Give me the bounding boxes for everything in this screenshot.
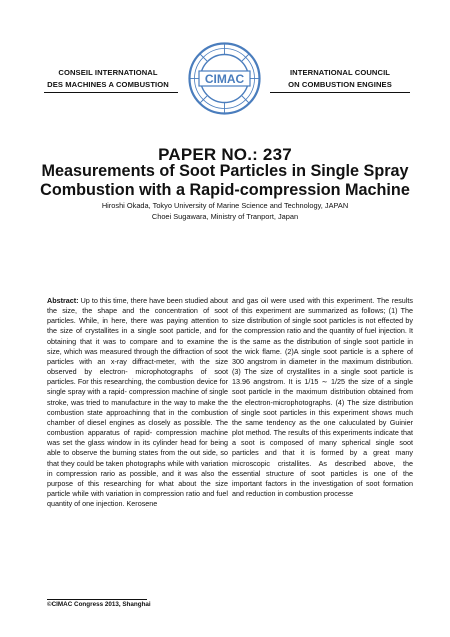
right-org-line1: INTERNATIONAL COUNCIL: [289, 68, 391, 77]
left-org-rule: [44, 92, 178, 93]
right-org-rule: [270, 92, 410, 93]
abstract-column-left: [47, 296, 228, 509]
left-org-line1: CONSEIL INTERNATIONAL: [58, 68, 158, 77]
title-line-1: Measurements of Soot Particles in Single Spray: [41, 162, 409, 180]
footer-copyright: ©CIMAC Congress 2013, Shanghai: [47, 601, 151, 608]
right-org-name: [270, 67, 410, 90]
left-org-line2: DES MACHINES A COMBUSTION: [47, 79, 169, 89]
abstract-text-right: and gas oil were used with this experiment. The results of this experiment are summarized as follows; (1) The size distribution of single soot particles is not effected by the compression ratio and the quantity of fuel injection. It is the same as the distribution of single soot particle in the wick flame. (2)A single soot particle is a sphere of 300 angstrom in diameter in the maximum distribution. (3) The size of crystallites in a single soot particle is 13.96 angstrom. It is 1/15 ∼ 1/25 the size of a single soot particle in the maximum distribution obtained from the electron-microphotographs. (4) The size distribution of single soot particles in this experiment shows much the same tendency as the one caluculated by Guinier plot method. The results of this experiments indicate that a soot is composed of many spherical single soot particles and that it is formed by a great many microscopic cristallites. As described above, the essential structure of soot particles is one of the important factors in the investigation of soot formation and reduction in combustion processe: [232, 296, 413, 498]
title-line-2: Combustion with a Rapid-compression Machine: [40, 180, 410, 199]
author-2: Choei Sugawara, Ministry of Tranport, Japan: [151, 211, 299, 221]
footer-rule: [47, 599, 147, 600]
paper-title: [20, 162, 430, 199]
logo-text: CIMAC: [204, 72, 245, 86]
abstract-label: Abstract:: [47, 296, 79, 305]
author-list: [0, 201, 450, 222]
abstract-column-right: [232, 296, 413, 499]
left-org-name: [38, 67, 178, 90]
abstract-text-left: Up to this time, there have been studied about the size, the shape and the concentration of soot particles. While, in here, there was paying attention to the size of crystallites in a single soot particle, and for obtaining that it was to compare and to examine the size, which was measured through the diffraction of soot particles with an x-ray diffract-meter, with the size observed by electron- microphotographs of soot particles. For this researching, the combustion device for single spray with a rapid- compression machine of single stroke, was tried to manufacture in the way to make the combustion state approachinng that in the combustion chamber of diesel engines as closely as possible. The combustion apparatus of rapid- compression machine was set the glass window in its cylinder head for being able to observe the burning states from the out side, so that they could be taken photographs while with variation in compression rario as possible, and it was also the purpose of this researching for what about the size particle while with variation in compression ratio and fuel quantity of one injection. Kerosene: [47, 296, 228, 509]
right-org-line2: ON COMBUSTION ENGINES: [288, 79, 392, 89]
cimac-logo: [187, 41, 262, 116]
paper-number: PAPER NO.: 237: [158, 145, 292, 164]
author-1: Hiroshi Okada, Tokyo University of Marine Science and Technology, JAPAN: [101, 201, 349, 210]
